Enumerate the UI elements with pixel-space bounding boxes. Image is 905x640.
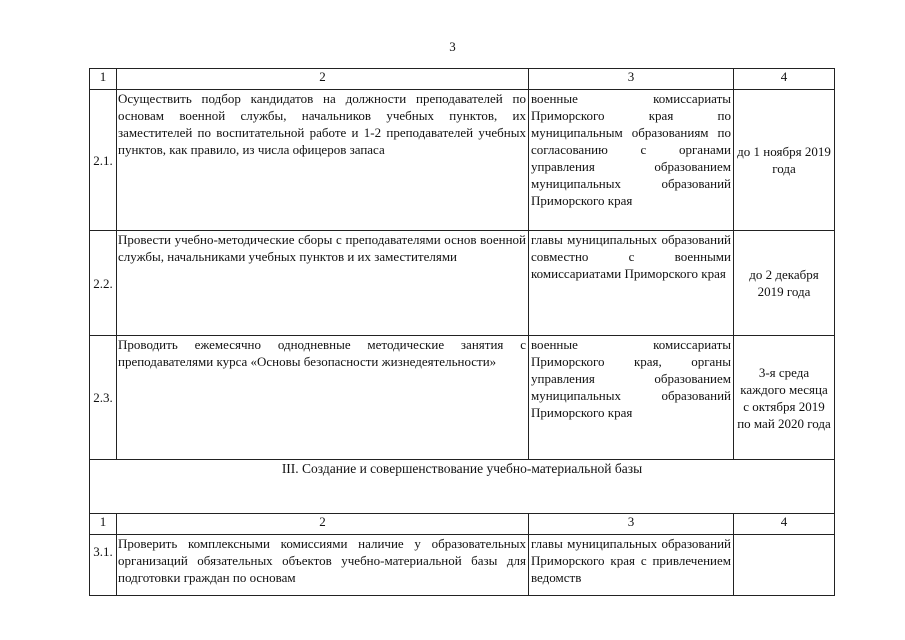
responsible-cell: главы муниципальных образований совместно с военными комиссариатами Приморского края	[529, 231, 734, 336]
deadline-cell: до 2 декабря 2019 года	[734, 231, 835, 336]
table-header-row	[90, 514, 835, 535]
section-row	[90, 460, 835, 514]
responsible-cell: главы муниципальных образований Приморского края с привлечением ведомств	[529, 535, 734, 596]
row-number: 3.1.	[90, 535, 117, 596]
table-row	[90, 231, 835, 336]
page-number: 3	[449, 39, 456, 54]
task-cell: Проводить ежемесячно однодневные методические занятия с преподавателями курса «Основы безопасности жизнедеятельности»	[117, 336, 529, 460]
header-cell: 1	[90, 514, 117, 535]
task-cell: Проверить комплексными комиссиями наличие у образовательных организаций обязательных объектов учебно-материальной базы для подготовки граждан по основам	[117, 535, 529, 596]
table-header-row	[90, 69, 835, 90]
header-cell: 2	[117, 514, 529, 535]
header-cell: 4	[734, 514, 835, 535]
header-cell: 4	[734, 69, 835, 90]
task-cell: Осуществить подбор кандидатов на должности преподавателей по основам военной службы, начальников учебных пунктов, их заместителей по воспитательной работе и 1-2 преподавателей учебных пунктов, как правило, из числа офицеров запаса	[117, 90, 529, 231]
table-row	[90, 336, 835, 460]
deadline-cell: 3-я среда каждого месяца с октября 2019 по май 2020 года	[734, 336, 835, 460]
row-number: 2.2.	[90, 231, 117, 336]
header-cell: 3	[529, 69, 734, 90]
task-cell: Провести учебно-методические сборы с преподавателями основ военной службы, начальниками учебных пунктов и их заместителями	[117, 231, 529, 336]
responsible-cell: военные комиссариаты Приморского края по муниципальным образованиям по согласованию с органами управления образованием муниципальных образований Приморского края	[529, 90, 734, 231]
plan-table	[89, 68, 835, 596]
row-number: 2.1.	[90, 90, 117, 231]
header-cell: 1	[90, 69, 117, 90]
responsible-cell: военные комиссариаты Приморского края, органы управления образованием муниципальных образований Приморского края	[529, 336, 734, 460]
header-cell: 3	[529, 514, 734, 535]
row-number: 2.3.	[90, 336, 117, 460]
deadline-cell: до 1 ноября 2019 года	[734, 90, 835, 231]
section-title: III. Создание и совершенствование учебно-материальной базы	[90, 460, 835, 514]
deadline-cell	[734, 535, 835, 596]
header-cell: 2	[117, 69, 529, 90]
table-row	[90, 535, 835, 596]
table-row	[90, 90, 835, 231]
